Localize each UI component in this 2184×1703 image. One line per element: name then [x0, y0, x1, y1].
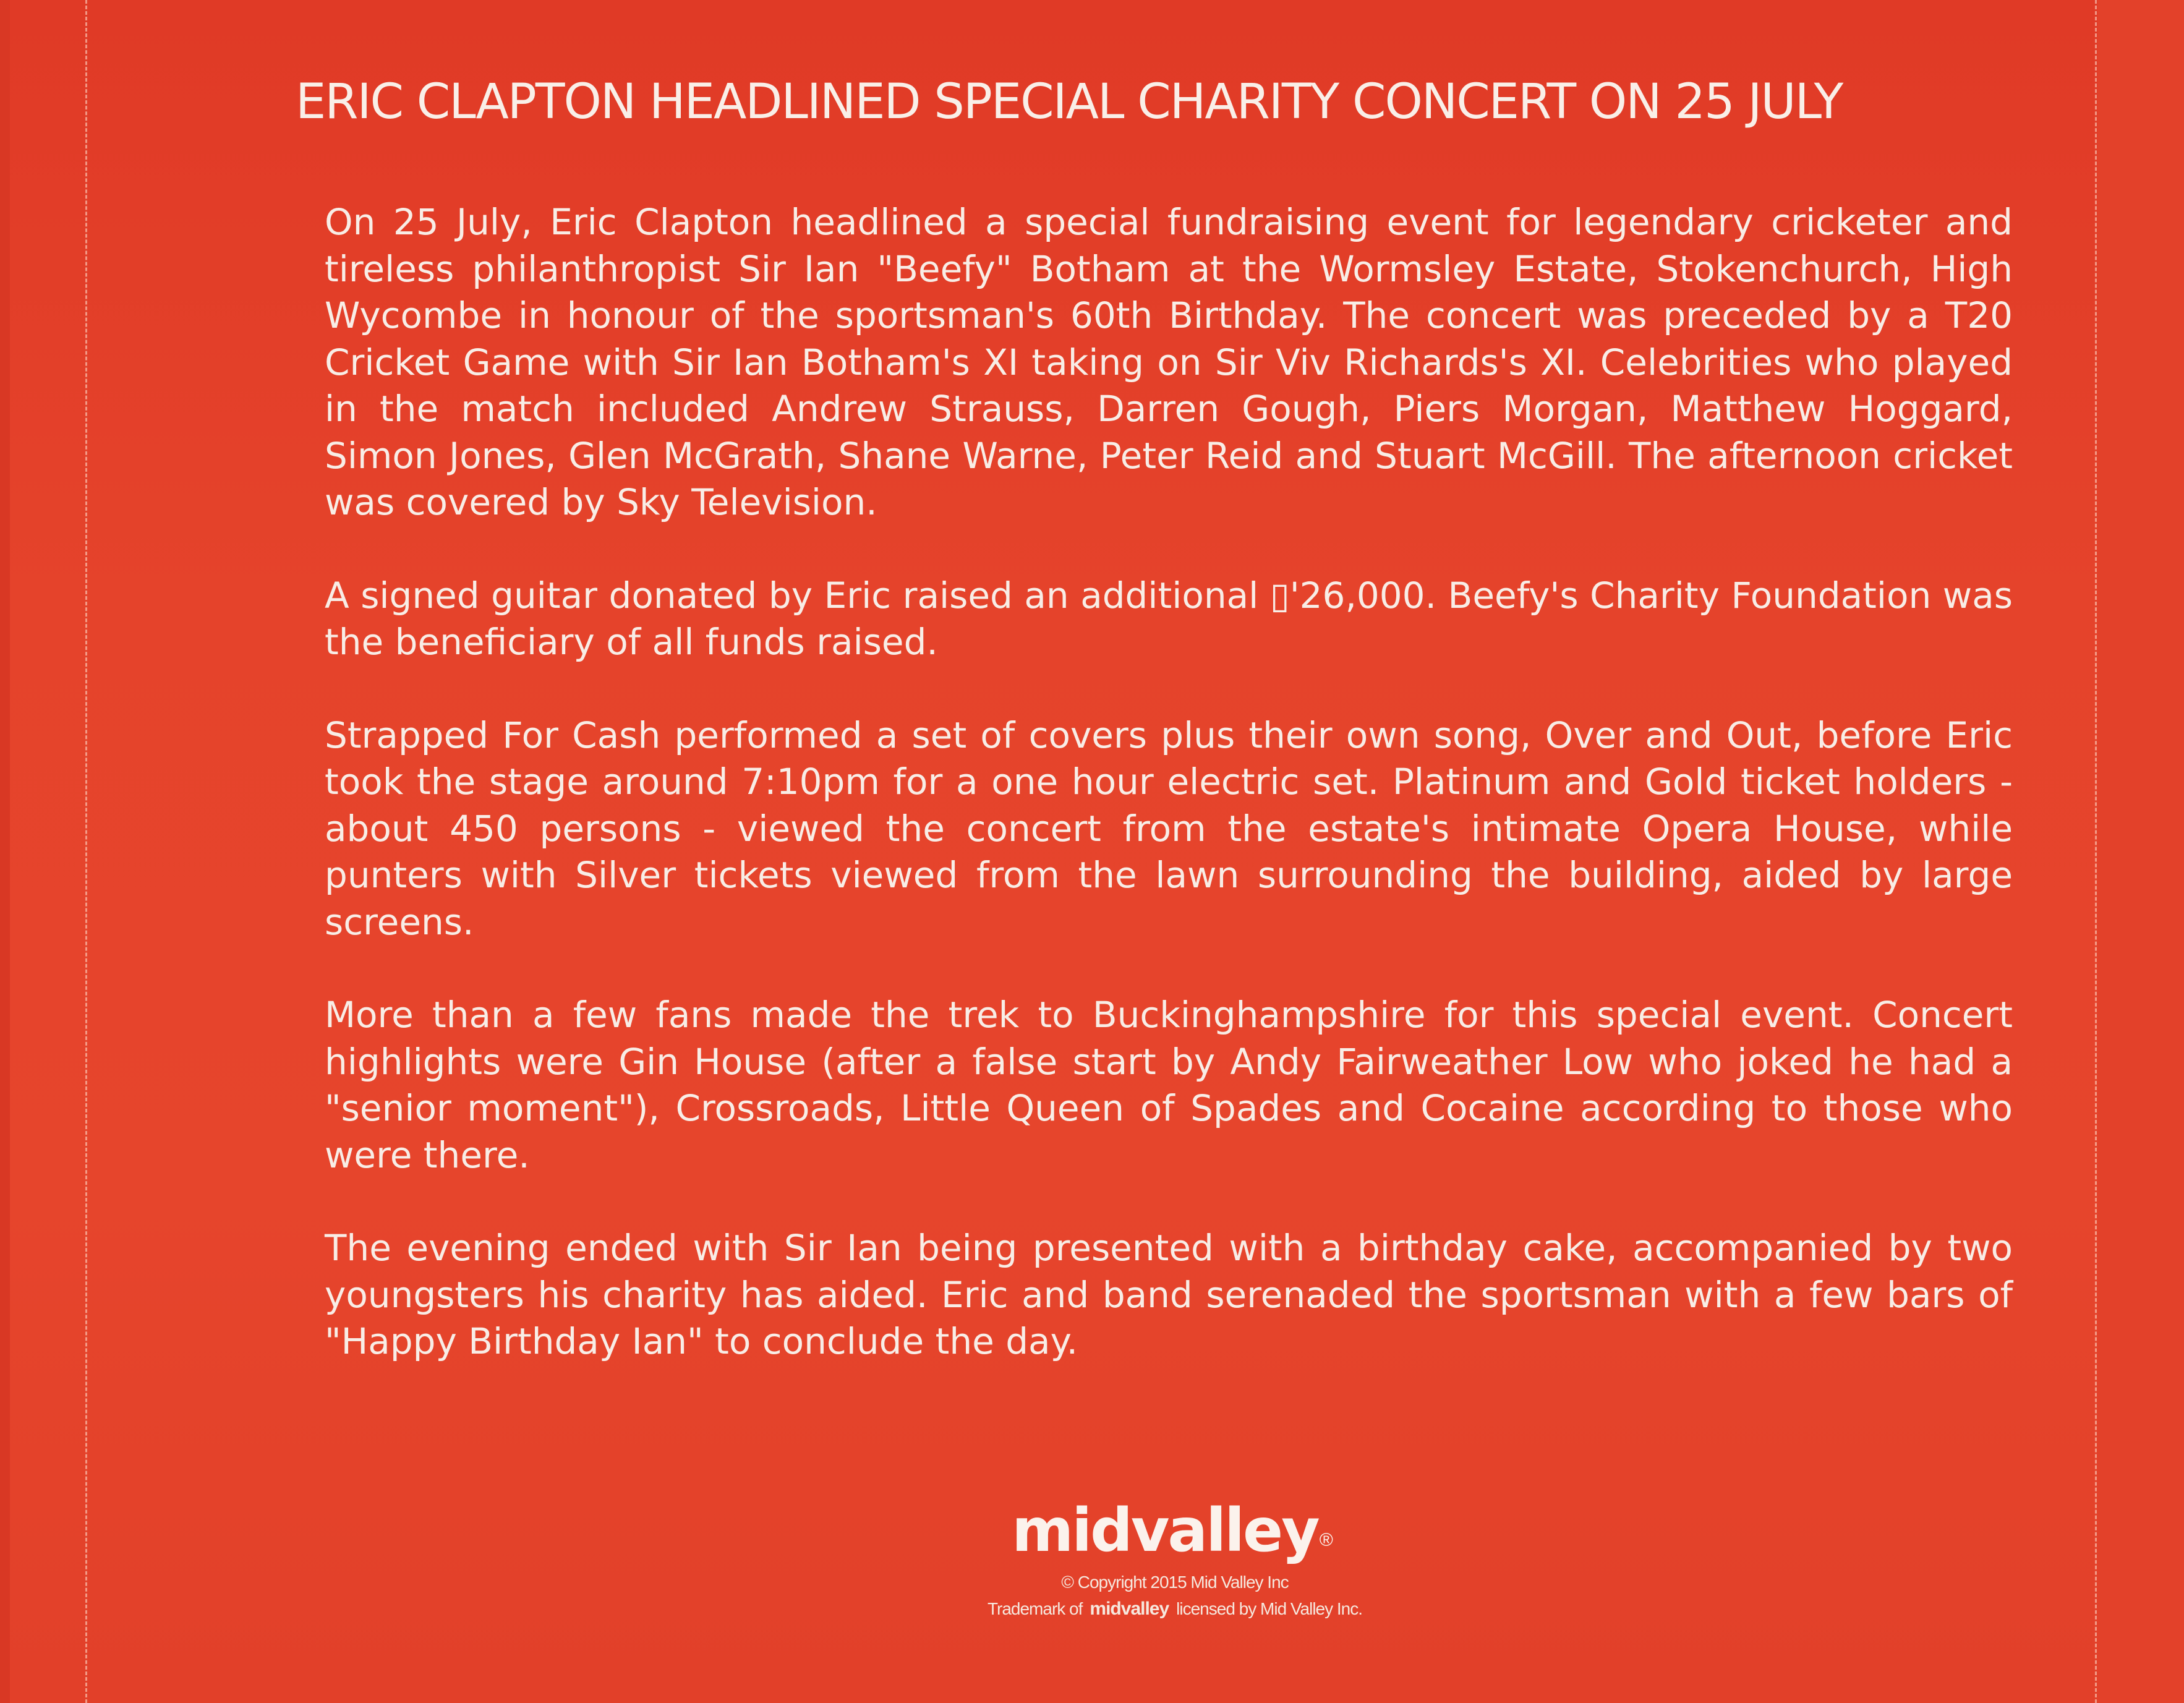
page-title: ERIC CLAPTON HEADLINED SPECIAL CHARITY CONCERT ON 25 JULY: [296, 74, 1843, 130]
registered-mark: ®: [1319, 1530, 1333, 1550]
paragraph-ending: The evening ended with Sir Ian being presented with a birthday cake, accompanied by two youngsters his charity has aided. Eric and band serenaded the sportsman with a few bars of "Happy Birthday Ian" to conclude the day.: [325, 1227, 2013, 1362]
midvalley-logo: [999, 1496, 1346, 1564]
paragraph-concert-set: Strapped For Cash performed a set of covers plus their own song, Over and Out, before Eric took the stage around 7:10pm for a one hour electric set. Platinum and Gold ticket holders - about 450 persons - viewed the concert from the estate's intimate Opera House, while punters with Silver tickets viewed from the lawn surrounding the building, aided by large screens.: [325, 714, 2013, 943]
paragraph-cricket-event: On 25 July, Eric Clapton headlined a special fundraising event for legendary cricketer and tireless philanthropist Sir Ian "Beefy" Botham at the Wormsley Estate, Stokenchurch, High Wycombe in honour of the sportsman's 60th Birthday. The concert was preceded by a T20 Cricket Game with Sir Ian Botham's XI taking on Sir Viv Richards's XI. Celebrities who played in the match included Andrew Strauss, Darren Gough, Piers Morgan, Matthew Hoggard, Simon Jones, Glen McGrath, Shane Warne, Peter Reid and Stuart McGill. The afternoon cricket was covered by Sky Television.: [325, 201, 2013, 523]
trademark-suffix: licensed by Mid Valley Inc.: [1176, 1599, 1363, 1618]
left-fold-line: [85, 0, 87, 1703]
left-edge-strip: [0, 0, 10, 1703]
paragraph-highlights: More than a few fans made the trek to Buckinghampshire for this special event. Concert highlights were Gin House (after a false start by Andy Fairweather Low who joked he had a "senior moment"), Crossroads, Little Queen of Spades and Cocaine according to those who were there.: [325, 994, 2013, 1176]
trademark-brand: midvalley: [1090, 1598, 1169, 1619]
copyright-notice: © Copyright 2015 Mid Valley Inc: [1061, 1573, 1289, 1592]
trademark-prefix: Trademark of: [987, 1599, 1083, 1618]
right-edge-strip: [2097, 0, 2184, 1703]
logo-wordmark: midvalley: [1012, 1496, 1318, 1565]
paragraph-signed-guitar: A signed guitar donated by Eric raised an additional ▯'26,000. Beefy's Charity Foundation was the beneficiary of all funds raised.: [325, 574, 2013, 663]
trademark-notice: [866, 1598, 1484, 1620]
right-fold-line: [2095, 0, 2097, 1703]
article-body: [325, 199, 2013, 1412]
